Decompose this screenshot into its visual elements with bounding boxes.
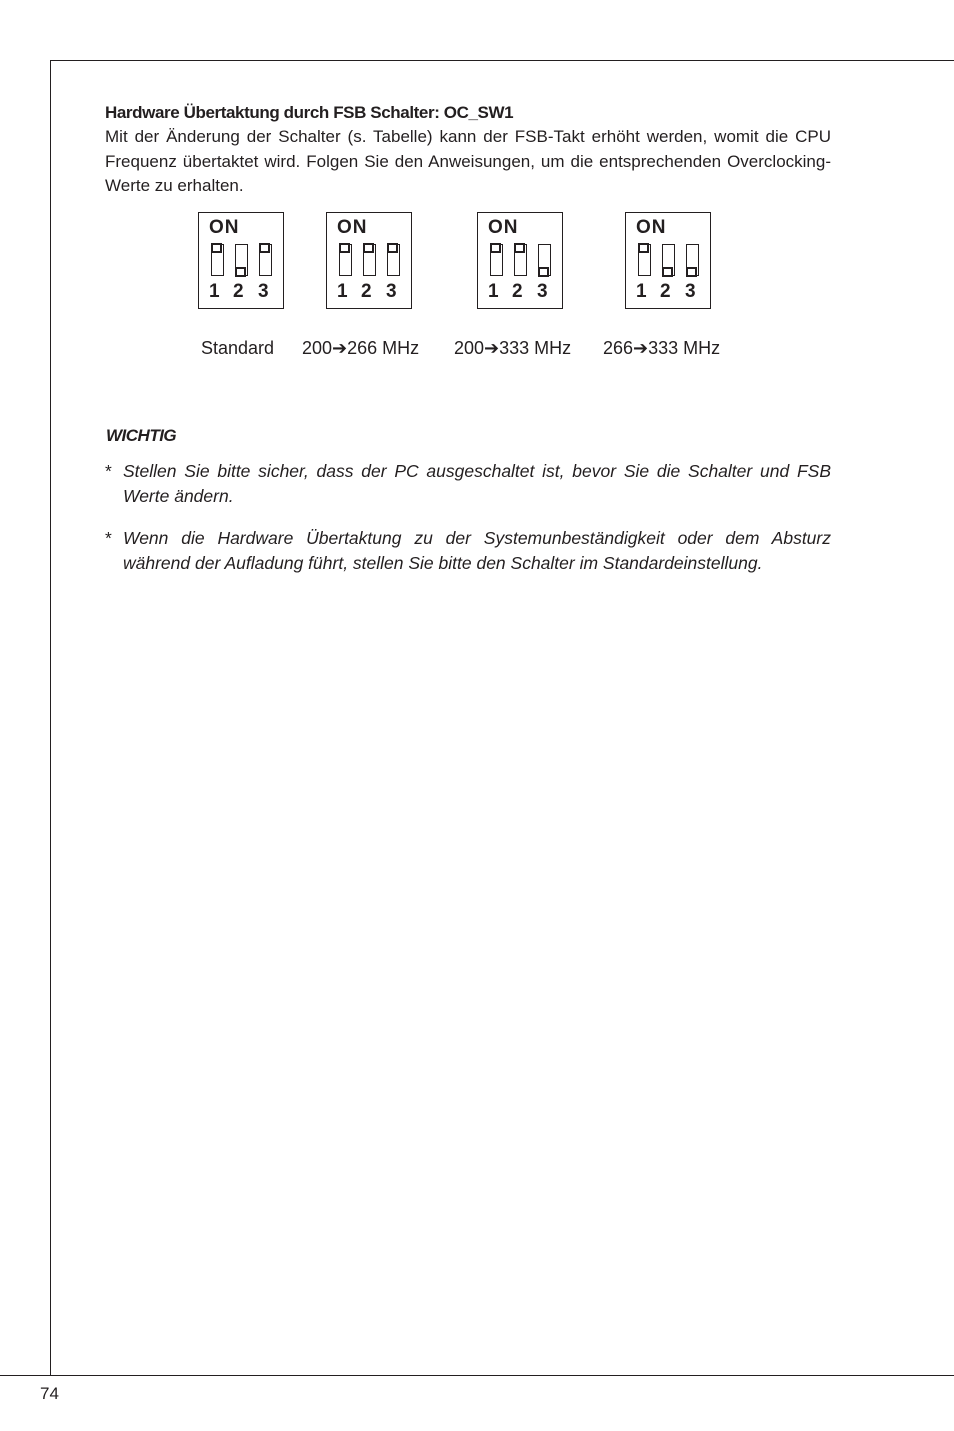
switch-number-3: 3 <box>685 281 696 302</box>
frame-top-line <box>50 60 954 61</box>
switch-number-2: 2 <box>512 281 523 302</box>
switch-slot-3 <box>538 244 551 276</box>
switch-slot-1 <box>490 244 503 276</box>
switch-slot-1 <box>211 244 224 276</box>
bullet-asterisk: * <box>105 528 112 548</box>
switch-slot-1 <box>339 244 352 276</box>
caption-266-333: 266➔333 MHz <box>603 338 721 358</box>
intro-paragraph: Mit der Änderung der Schalter (s. Tabelle) kann der FSB-Takt erhöht werden, womit die CPU Frequenz übertaktet wird. Folgen Sie den Anweisungen, um die entsprechenden Overclocking-Werte zu erhalten. <box>105 127 831 195</box>
on-label: ON <box>636 217 667 238</box>
switch-number-3: 3 <box>258 281 269 302</box>
page-number: 74 <box>40 1384 59 1403</box>
switch-knob-3 <box>259 243 270 253</box>
on-label: ON <box>337 217 368 238</box>
switch-knob-3 <box>538 267 549 277</box>
switch-knob-3 <box>686 267 697 277</box>
switch-knob-1 <box>211 243 222 253</box>
on-label: ON <box>488 217 519 238</box>
switch-number-1: 1 <box>636 281 647 302</box>
switch-knob-2 <box>235 267 246 277</box>
switch-slot-3 <box>686 244 699 276</box>
dip-switch-standard <box>198 212 284 309</box>
frame-bottom-line <box>0 1375 954 1376</box>
caption-standard: Standard <box>201 338 275 358</box>
caption-200-266: 200➔266 MHz <box>302 338 420 358</box>
caption-200-333: 200➔333 MHz <box>454 338 572 358</box>
switch-number-2: 2 <box>361 281 372 302</box>
important-heading: WICHTIG <box>106 426 177 445</box>
frame-left-line <box>50 60 51 1375</box>
switch-number-2: 2 <box>660 281 671 302</box>
switch-number-1: 1 <box>337 281 348 302</box>
switch-knob-1 <box>638 243 649 253</box>
switch-slot-2 <box>363 244 376 276</box>
bullet-asterisk: * <box>105 461 112 481</box>
important-note-1 <box>105 459 831 508</box>
switch-slot-2 <box>514 244 527 276</box>
dip-switch-200-333 <box>477 212 563 309</box>
switch-number-2: 2 <box>233 281 244 302</box>
switch-number-3: 3 <box>537 281 548 302</box>
switch-slot-2 <box>662 244 675 276</box>
switch-knob-1 <box>490 243 501 253</box>
switch-number-3: 3 <box>386 281 397 302</box>
switch-number-1: 1 <box>209 281 220 302</box>
section-title: Hardware Übertaktung durch FSB Schalter: OC_SW1 <box>105 103 514 122</box>
switch-knob-1 <box>339 243 350 253</box>
dip-switch-200-266 <box>326 212 412 309</box>
on-label: ON <box>209 217 240 238</box>
switch-number-1: 1 <box>488 281 499 302</box>
switch-knob-2 <box>662 267 673 277</box>
switch-slot-3 <box>259 244 272 276</box>
switch-slot-1 <box>638 244 651 276</box>
switch-knob-2 <box>514 243 525 253</box>
switch-slot-2 <box>235 244 248 276</box>
important-note-2 <box>105 526 831 575</box>
switch-knob-3 <box>387 243 398 253</box>
note-text: Wenn die Hardware Übertaktung zu der Systemunbeständigkeit oder dem Absturz während der Aufladung führt, stellen Sie bitte den Schalter im Standardeinstellung. <box>123 528 831 573</box>
section-content <box>105 101 831 199</box>
dip-switch-266-333 <box>625 212 711 309</box>
note-text: Stellen Sie bitte sicher, dass der PC ausgeschaltet ist, bevor Sie die Schalter und FSB Werte ändern. <box>123 461 831 506</box>
switch-slot-3 <box>387 244 400 276</box>
switch-knob-2 <box>363 243 374 253</box>
